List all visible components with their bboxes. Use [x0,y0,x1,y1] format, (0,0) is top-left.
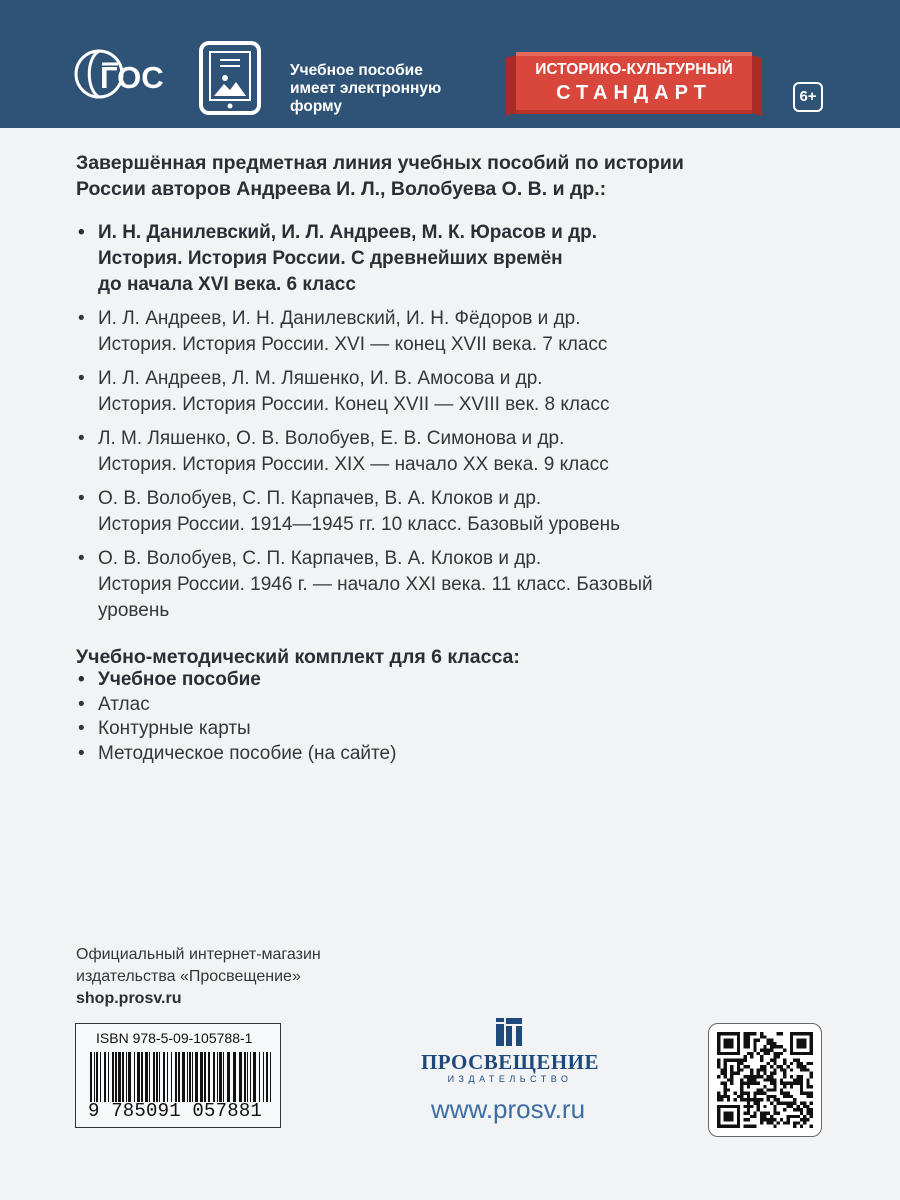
book-list [76,220,836,632]
shop-line: издательства «Просвещение» [76,968,301,985]
isbn-digits: 9 785091 057881 [88,1100,263,1122]
kit-item [76,668,396,693]
shop-line: Официальный интернет-магазин [76,946,321,963]
bullet-icon: • [78,428,85,449]
ebook-note-line: имеет электронную [290,80,442,97]
shop-url-link[interactable]: shop.prosv.ru [76,990,182,1007]
age-rating-badge: 6+ [793,82,823,112]
book-title: История России. 1946 г. — начало XXI века. 11 класс. Базовый [98,574,653,595]
book-item [76,426,836,478]
book-title: уровень [98,600,170,621]
bullet-icon: • [78,742,85,764]
kit-title: Учебно-методический комплект для 6 класса: [76,646,520,668]
book-authors: И. Л. Андреев, Л. М. Ляшенко, И. В. Амосова и др. [98,368,543,389]
bullet-icon: • [78,693,85,715]
publisher-name: ПРОСВЕЩЕНИЕ [420,1050,600,1074]
ebook-note-line: Учебное пособие [290,62,423,79]
book-item [76,546,836,624]
shop-info [76,944,321,1010]
tablet-image-icon [198,40,262,116]
isbn-label: ISBN 978-5-09-105788-1 [96,1030,253,1046]
book-authors: О. В. Волобуев, С. П. Карпачев, В. А. Клоков и др. [98,488,542,509]
intro-line: России авторов Андреева И. Л., Волобуева О. В. и др.: [76,178,607,200]
book-title: до начала XVI века. 6 класс [98,274,356,295]
ebook-note-line: форму [290,98,342,115]
bullet-icon: • [78,368,85,389]
intro-line: Завершённая предметная линия учебных пособий по истории [76,152,684,174]
kit-item [76,693,396,718]
book-title: История. История России. С древнейших времён [98,248,563,269]
standard-line2: СТАНДАРТ [556,82,712,104]
book-item [76,486,836,538]
kit-item [76,717,396,742]
book-item [76,220,836,298]
kit-item-label: Учебное пособие [98,669,261,690]
ebook-note [290,62,441,116]
bullet-icon: • [78,669,85,690]
book-authors: И. Л. Андреев, И. Н. Данилевский, И. Н. Фёдоров и др. [98,308,581,329]
book-title: История. История России. XIX — начало XX века. 9 класс [98,454,609,475]
kit-list [76,668,396,766]
bullet-icon: • [78,548,85,569]
bullet-icon: • [78,718,85,739]
book-title: История России. 1914—1945 гг. 10 класс. Базовый уровень [98,514,620,535]
book-item [76,306,836,358]
publisher-subtitle: ИЗДАТЕЛЬСТВО [447,1074,573,1084]
book-authors: И. Н. Данилевский, И. Л. Андреев, М. К. Юрасов и др. [98,222,598,243]
book-authors: О. В. Волобуев, С. П. Карпачев, В. А. Клоков и др. [98,548,542,569]
qr-code-icon[interactable] [717,1032,813,1128]
bullet-icon: • [78,222,85,243]
book-title: История. История России. Конец XVII — XVIII век. 8 класс [98,394,610,415]
kit-item [76,742,396,767]
barcode-icon [90,1052,273,1102]
prosveshchenie-logo-icon [492,1016,526,1046]
book-title: История. История России. XVI — конец XVII века. 7 класс [98,334,608,355]
bullet-icon: • [78,488,85,509]
bullet-icon: • [78,308,85,329]
kit-item-label: Методическое пособие (на сайте) [98,742,397,764]
book-authors: Л. М. Ляшенко, О. В. Волобуев, Е. В. Симонова и др. [98,428,565,449]
kit-item-label: Контурные карты [98,718,251,739]
standard-line1: ИСТОРИКО-КУЛЬТУРНЫЙ [535,61,733,78]
book-item [76,366,836,418]
fgos-label: ГОС [100,60,164,95]
kit-item-label: Атлас [98,693,150,715]
publisher-site-link[interactable]: www.prosv.ru [430,1094,586,1124]
series-intro [76,150,836,202]
